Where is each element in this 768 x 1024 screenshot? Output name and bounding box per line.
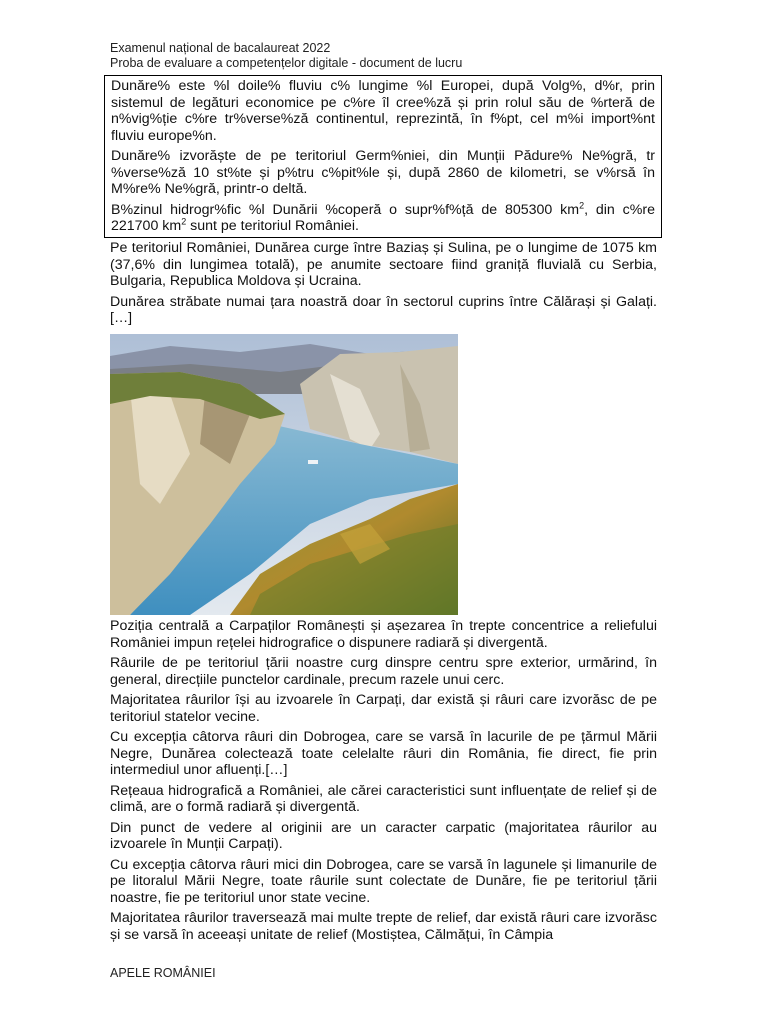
box-p3-part-a: B%zinul hidrogr%fic %l Dunării %coperă o supr%f%ță de 805300 km [111,201,580,218]
paragraph-hydro-network: Rețeaua hidrografică a României, ale cărei caracteristici sunt influențate de relief și de climă, are o formă radiară și divergentă. [110,782,657,815]
paragraph-carpathians: Poziția centrală a Carpaților Românești și așezarea în trepte concentrice a reliefului României impun rețelei hidrografice o dispunere radiară și divergentă. [110,618,657,651]
bordered-text-box [104,75,662,238]
paragraph-lagoons: Cu excepția câtorva râuri mici din Dobrogea, care se varsă în lagunele și limanurile de pe litoralul Mării Negre, toate râurile sunt colectate de Dunăre, fie pe teritoriul țării noastre, fie pe teritoriul unor state vecine. [110,856,657,906]
paragraph-dobrogea: Cu excepția câtorva râuri din Dobrogea, care se varsă în lacurile de pe țărmul Mării Negre, Dunărea colectează toate celelalte râuri din România, fie direct, fie prin intermediul unor afluenți.[…] [110,729,657,778]
text-block-after-photo [110,618,657,947]
exam-title: Examenul național de bacalaureat 2022 [110,41,331,55]
box-p3-part-b: , din c%re 221700 km [111,201,655,234]
box-paragraph-3 [111,199,655,235]
paragraph-origin: Din punct de vedere al originii are un caracter carpatic (majoritatea râurilor au izvoarele în Munții Carpați). [110,819,657,852]
document-header [110,41,462,71]
paragraph-rivers-sources: Majoritatea râurilor își au izvoarele în Carpați, dar există și râuri care izvorăsc de pe teritoriul statelor vecine. [110,692,657,725]
superscript-2: 2 [181,216,187,227]
danube-gorge-photo [110,334,458,615]
text-block-before-photo [110,240,657,331]
paragraph-danube-length: Pe teritoriul României, Dunărea curge între Baziaș și Sulina, pe o lungime de 1075 km (37,6% din lungimea totală), pe anumite sectoare fiind graniță fluvială cu Serbia, Bulgaria, Republica Moldova și Ucraina. [110,240,657,289]
superscript-2: 2 [579,199,585,210]
exam-subtitle: Proba de evaluare a competențelor digitale - document de lucru [110,56,463,70]
footer-label: APELE ROMÂNIEI [110,966,216,980]
paragraph-danube-sector: Dunărea străbate numai țara noastră doar în sectorul cuprins între Călărași și Galați.[…] [110,293,657,326]
paragraph-rivers-direction: Râurile de pe teritoriul țării noastre curg dinspre centru spre exterior, urmărind, în general, direcțiile punctelor cardinale, precum razele unui cerc. [110,655,657,688]
box-paragraph-2: Dunăre% izvorăște de pe teritoriul Germ%niei, din Munții Pădure% Ne%gră, tr %verse%ză 10 st%te și p%tru c%pit%le și, după 2860 de kilometri, se v%rsă în M%re% Ne%gră, printr-o deltă. [111,148,655,197]
box-paragraph-1: Dunăre% este %l doile% fluviu c% lungime %l Europei, după Volg%, d%r, prin sistemul de legături economice pe c%re îl cree%ză și prin rolul său de %rteră de n%vig%ție c%re tr%verse%ză continentul, reprezintă, în f%pt, cel m%i import%nt fluviu europe%n. [111,78,655,144]
box-p3-part-c: sunt pe teritoriul României. [186,218,359,234]
paragraph-relief-steps: Majoritatea râurilor traversează mai multe trepte de relief, dar există râuri care izvorăsc și se varsă în aceeași unitate de relief (Mostiștea, Călmățui, în Câmpia [110,910,657,943]
